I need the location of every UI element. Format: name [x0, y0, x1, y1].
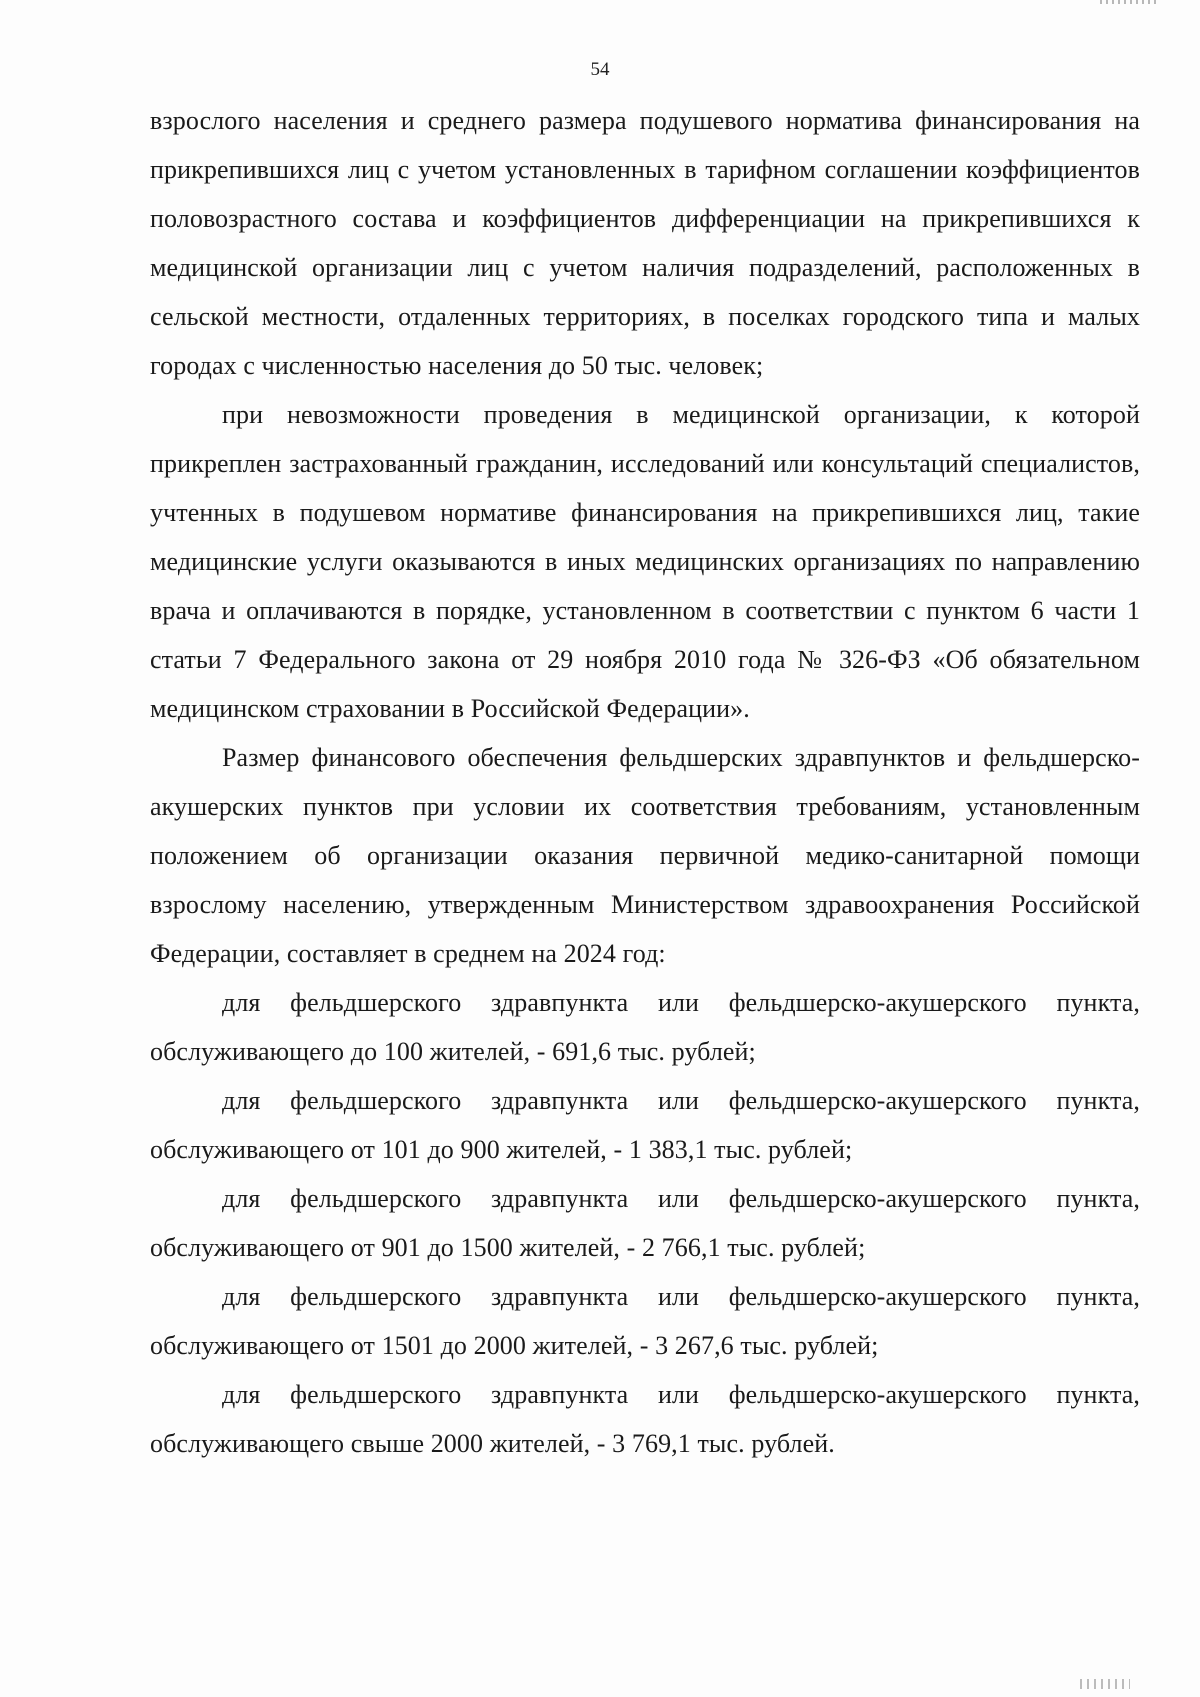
paragraph-consultations: при невозможности проведения в медицинской организации, к которой прикреплен застрахованный гражданин, исследований или консультаций специалистов, учтенных в подушевом нормативе финансирования на прикрепившихся лиц, такие медицинские услуги оказываются в иных медицинских организациях по направлению врача и оплачиваются в порядке, установленном в соответствии с пунктом 6 части 1 статьи 7 Федерального закона от 29 ноября 2010 года № 326-ФЗ «Об обязательном медицинском страховании в Российской Федерации». — [150, 400, 1140, 723]
list-item-over-2000: для фельдшерского здравпункта или фельдшерско-акушерского пункта, обслуживающего свыше 2000 жителей, - 3 769,1 тыс. рублей. — [150, 1380, 1140, 1458]
list-item-up-to-100: для фельдшерского здравпункта или фельдшерско-акушерского пункта, обслуживающего до 100 жителей, - 691,6 тыс. рублей; — [150, 988, 1140, 1066]
document-body — [150, 96, 1140, 1468]
list-item-901-1500: для фельдшерского здравпункта или фельдшерско-акушерского пункта, обслуживающего от 901 до 1500 жителей, - 2 766,1 тыс. рублей; — [150, 1184, 1140, 1262]
paragraph-continuation: взрослого населения и среднего размера подушевого норматива финансирования на прикрепившихся лиц с учетом установленных в тарифном соглашении коэффициентов половозрастного состава и коэффициентов дифференциации на прикрепившихся к медицинской организации лиц с учетом наличия подразделений, расположенных в сельской местности, отдаленных территориях, в поселках городского типа и малых городах с численностью населения до 50 тыс. человек; — [150, 106, 1140, 380]
scan-artifact-top — [1100, 0, 1160, 4]
page-number: 54 — [590, 59, 610, 80]
list-item-101-900: для фельдшерского здравпункта или фельдшерско-акушерского пункта, обслуживающего от 101 до 900 жителей, - 1 383,1 тыс. рублей; — [150, 1086, 1140, 1164]
scan-artifact-bottom — [1080, 1679, 1130, 1689]
list-item-1501-2000: для фельдшерского здравпункта или фельдшерско-акушерского пункта, обслуживающего от 1501 до 2000 жителей, - 3 267,6 тыс. рублей; — [150, 1282, 1140, 1360]
paragraph-funding-size: Размер финансового обеспечения фельдшерских здравпунктов и фельдшерско-акушерских пунктов при условии их соответствия требованиям, установленным положением об организации оказания первичной медико-санитарной помощи взрослому населению, утвержденным Министерством здравоохранения Российской Федерации, составляет в среднем на 2024 год: — [150, 743, 1140, 968]
